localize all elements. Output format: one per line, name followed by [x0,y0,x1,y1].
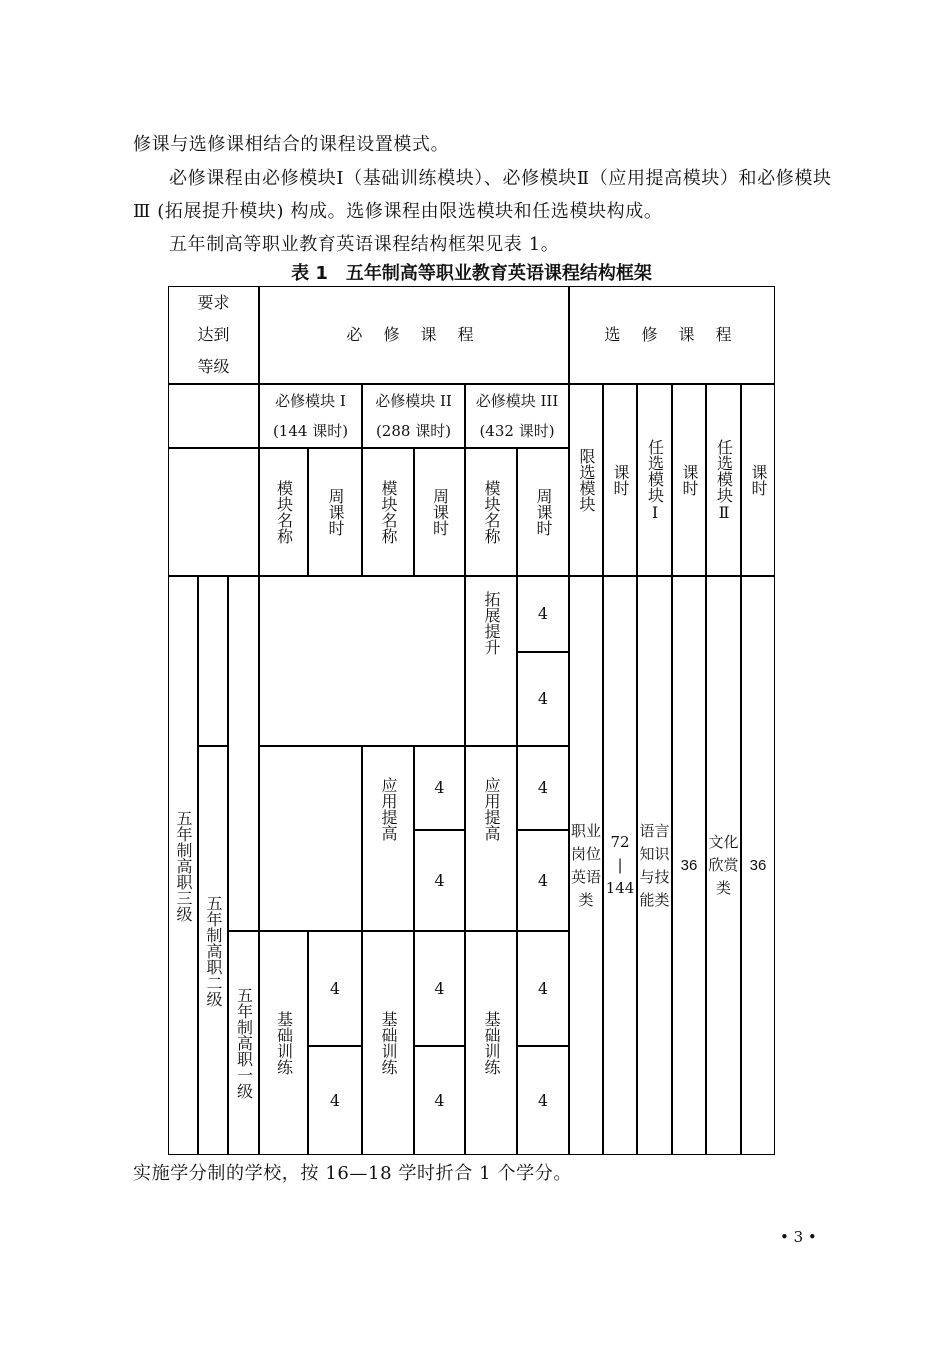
weekly-hours-cell: 4 [414,830,465,931]
free-elective-1-header: 任选模块Ⅰ [637,384,672,576]
weekly-hours-cell: 4 [308,931,362,1046]
blank-level-cell [198,576,228,746]
module-1-header: 必修模块 I (144 课时) [259,384,362,448]
table-caption: 表 1 五年制高等职业教育英语课程结构框架 [291,263,652,284]
basic-module-name: 基础训练 [362,931,414,1155]
weekly-hours-header: 周课时 [517,448,569,576]
apply-module-name: 应用提高 [465,746,517,931]
blank-header-cell [168,448,259,576]
limited-elective-hours: 72 | 144 [603,576,637,1155]
free2-hours-header: 课时 [741,384,775,576]
weekly-hours-cell: 4 [414,746,465,830]
weekly-hours-cell: 4 [517,931,569,1046]
free1-hours-header: 课时 [672,384,706,576]
level-2-label: 五年制高职二级 [198,746,228,1155]
limited-elective-header: 限选模块 [569,384,603,576]
module-name-header: 模块名称 [259,448,308,576]
limited-hours-header: 课时 [603,384,637,576]
weekly-hours-cell: 4 [517,1046,569,1155]
weekly-hours-cell: 4 [414,1046,465,1155]
limited-elective-content: 职业岗位英语类 [569,576,603,1155]
free-elective-1-content: 语言知识与技能类 [637,576,672,1155]
weekly-hours-header: 周课时 [414,448,465,576]
course-structure-table [168,286,775,1155]
weekly-hours-cell: 4 [308,1046,362,1155]
weekly-hours-cell: 4 [517,746,569,830]
blank-module-cell [259,576,465,746]
paragraph-1: 修课与选修课相结合的课程设置模式。 [133,134,450,155]
basic-module-name: 基础训练 [465,931,517,1155]
module-name-header: 模块名称 [362,448,414,576]
apply-module-name: 应用提高 [362,746,414,931]
page-number: • 3 • [780,1228,817,1246]
required-courses-header: 必 修 课 程 [259,286,569,384]
paragraph-3: 五年制高等职业教育英语课程结构框架见表 1。 [169,234,560,255]
basic-module-name: 基础训练 [259,931,308,1155]
level-1-label: 五年制高职一级 [228,931,259,1155]
module-2-header: 必修模块 II (288 课时) [362,384,465,448]
weekly-hours-cell: 4 [517,830,569,931]
weekly-hours-cell: 4 [517,652,569,746]
module-name-header: 模块名称 [465,448,517,576]
corner-header [168,286,259,384]
corner-label: 要求达到等级 [197,293,230,376]
weekly-hours-header: 周课时 [308,448,362,576]
expand-module-name: 拓展提升 [465,576,517,746]
blank-level-cell [228,576,259,931]
blank-header-cell [168,384,259,448]
free-elective-2-hours: 36 [741,576,775,1155]
module-3-header: 必修模块 III (432 课时) [465,384,569,448]
free-elective-2-content: 文化欣赏类 [706,576,741,1155]
paragraph-4: 实施学分制的学校，按 16—18 学时折合 1 个学分。 [133,1163,572,1184]
free-elective-1-hours: 36 [672,576,706,1155]
blank-module-cell [259,746,362,931]
weekly-hours-cell: 4 [414,931,465,1046]
weekly-hours-cell: 4 [517,576,569,652]
level-3-label: 五年制高职三级 [168,576,198,1155]
elective-courses-header: 选 修 课 程 [569,286,775,384]
paragraph-2: 必修课程由必修模块Ⅰ（基础训练模块）、必修模块Ⅱ（应用提高模块）和必修模块Ⅲ (拓展提升模块) 构成。选修课程由限选模块和任选模块构成。 [133,168,832,222]
free-elective-2-header: 任选模块Ⅱ [706,384,741,576]
